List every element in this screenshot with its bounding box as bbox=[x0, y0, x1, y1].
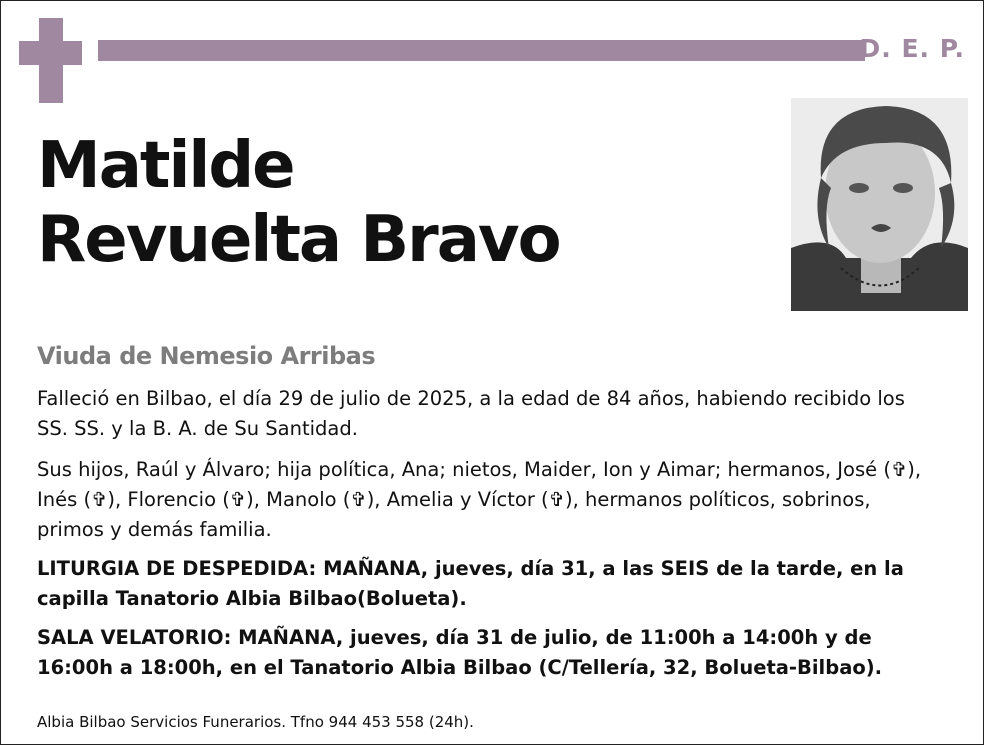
portrait-photo-drawing bbox=[791, 98, 968, 311]
surnames: Revuelta Bravo bbox=[37, 203, 560, 278]
death-paragraph: Falleció en Bilbao, el día 29 de julio de 2025, a la edad de 84 años, habiendo recibido los SS. SS. y la B. A. de Su Santidad. bbox=[37, 387, 905, 440]
latin-cross-icon-arm bbox=[19, 41, 82, 65]
family-paragraph: Sus hijos, Raúl y Álvaro; hija política, Ana; nietos, Maider, Ion y Aimar; hermanos, José (✞), Inés (✞), Florencio (✞), Manolo (✞), Amelia y Víctor (✞), hermanos políticos, sobrinos, primos y demás familia. bbox=[37, 458, 922, 541]
portrait-photo bbox=[791, 98, 968, 311]
widow-line: Viuda de Nemesio Arribas bbox=[37, 342, 376, 370]
first-name: Matilde bbox=[37, 129, 294, 203]
liturgy-paragraph: LITURGIA DE DESPEDIDA: MAÑANA, jueves, día 31, a las SEIS de la tarde, en la capilla Tanatorio Albia Bilbao(Bolueta). bbox=[37, 557, 904, 610]
deceased-name bbox=[37, 129, 560, 277]
header-bar bbox=[98, 40, 865, 61]
dep-label: D. E. P. bbox=[859, 34, 965, 63]
wake-paragraph: SALA VELATORIO: MAÑANA, jueves, día 31 de julio, de 11:00h a 14:00h y de 16:00h a 18:00h, en el Tanatorio Albia Bilbao (C/Tellería, 32, Bolueta-Bilbao). bbox=[37, 626, 883, 679]
funeral-home-footer: Albia Bilbao Servicios Funerarios. Tfno 944 453 558 (24h). bbox=[37, 713, 474, 731]
